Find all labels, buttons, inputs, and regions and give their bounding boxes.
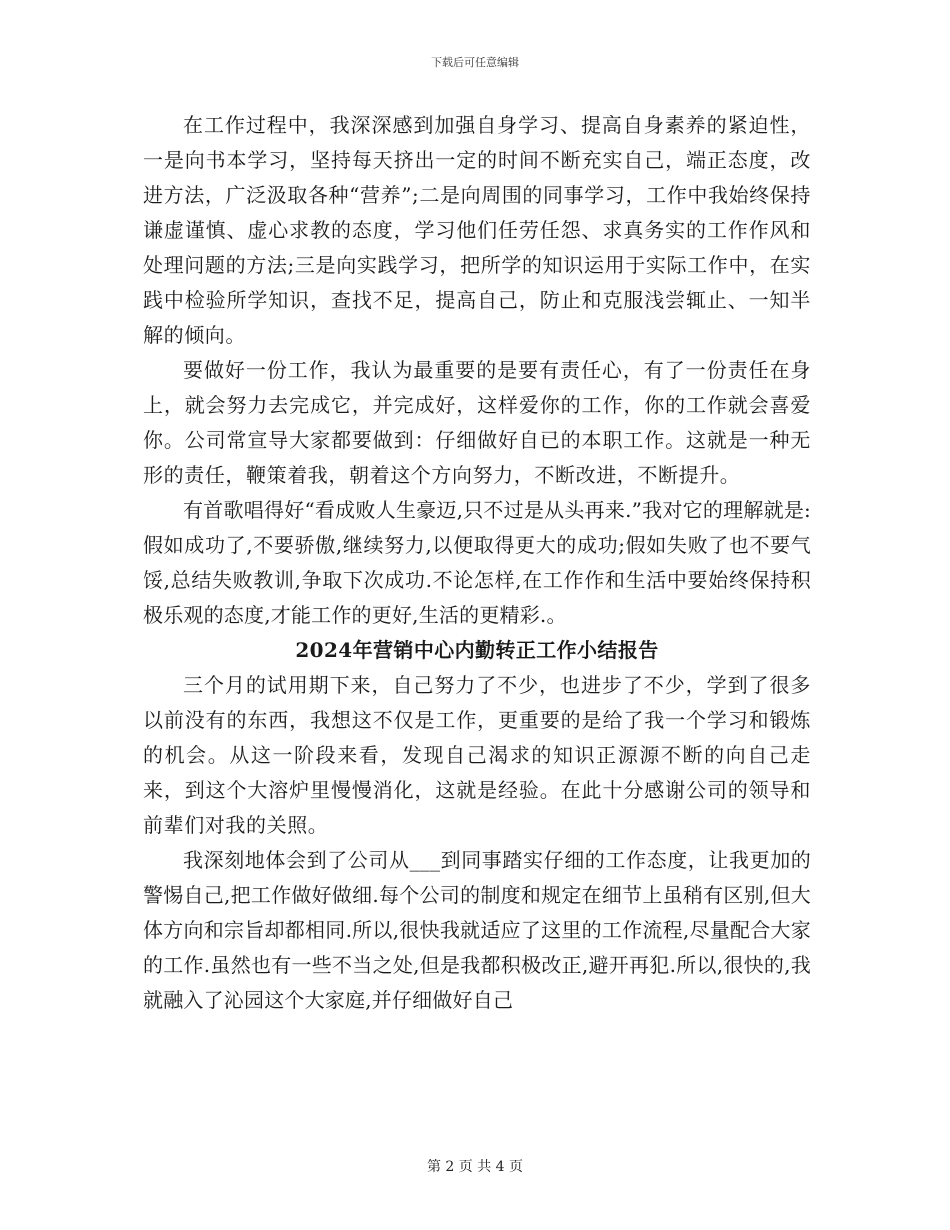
paragraph-company-experience: 我深刻地体会到了公司从___到同事踏实仔细的工作态度，让我更加的警惕自己,把工作做好做细.每个公司的制度和规定在细节上虽稍有区别,但大体方向和宗旨却都相同.所以,很快我就适应了这里的工作流程,尽量配合大家的工作.虽然也有一些不当之处,但是我都积极改正,避开再犯.所以,很快的,我就融入了沁园这个大家庭,并仔细做好自己 bbox=[143, 848, 811, 1012]
paragraph-learning: 在工作过程中，我深深感到加强自身学习、提高自身素养的紧迫性，一是向书本学习，坚持每天挤出一定的时间不断充实自己，端正态度，改进方法，广泛汲取各种“营养”;二是向周围的同事学习，工作中我始终保持谦虚谨慎、虚心求教的态度，学习他们任劳任怨、求真务实的工作作风和处理问题的方法;三是向实践学习，把所学的知识运用于实际工作中，在实践中检验所学知识，查找不足，提高自己，防止和克服浅尝辄止、一知半解的倾向。 bbox=[143, 113, 811, 347]
section-title: 2024年营销中心内勤转正工作小结报告 bbox=[295, 638, 659, 662]
paragraph-probation: 三个月的试用期下来，自己努力了不少，也进步了不少，学到了很多以前没有的东西，我想这不仅是工作，更重要的是给了我一个学习和锻炼的机会。从这一阶段来看，发现自己渴求的知识正源源不断的向自己走来，到这个大溶炉里慢慢消化，这就是经验。在此十分感谢公司的领导和前辈们对我的关照。 bbox=[143, 673, 811, 837]
document-body bbox=[143, 108, 811, 1018]
page-number-footer: 第 2 页 共 4 页 bbox=[426, 1159, 524, 1175]
paragraph-responsibility: 要做好一份工作，我认为最重要的是要有责任心，有了一份责任在身上，就会努力去完成它，并完成好，这样爱你的工作，你的工作就会喜爱你。公司常宣导大家都要做到：仔细做好自已的本职工作。这就是一种无形的责任，鞭策着我，朝着这个方向努力，不断改进，不断提升。 bbox=[143, 358, 811, 487]
page-header-note: 下载后可任意编辑 bbox=[431, 56, 519, 69]
paragraph-song-quote: 有首歌唱得好“看成败人生豪迈,只不过是从头再来.”我对它的理解就是:假如成功了,不要骄傲,继续努力,以便取得更大的成功;假如失败了也不要气馁,总结失败教训,争取下次成功.不论怎样,在工作作和生活中要始终保持积极乐观的态度,才能工作的更好,生活的更精彩.。 bbox=[143, 498, 811, 627]
